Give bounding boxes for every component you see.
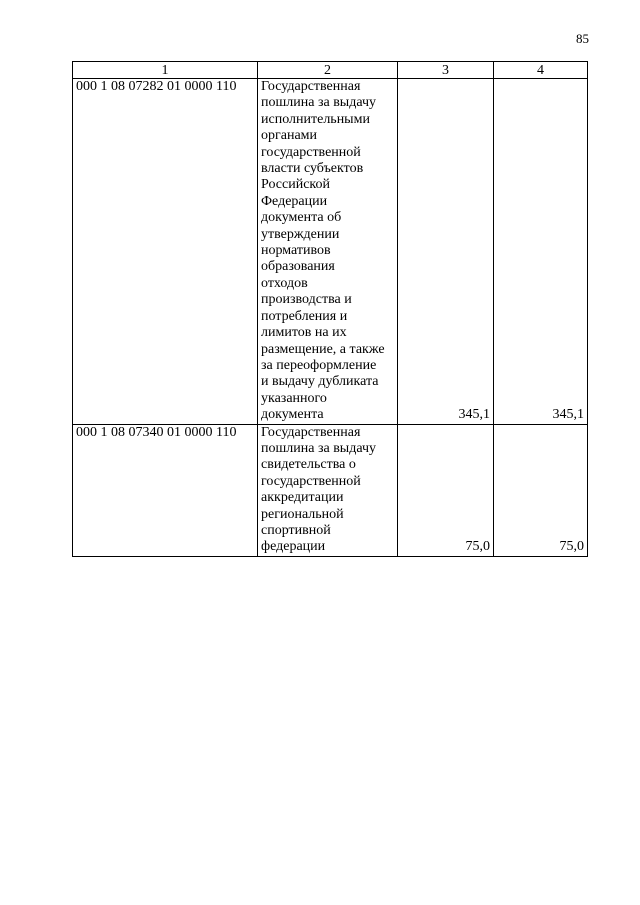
amount-col4-cell: 75,0: [494, 424, 588, 556]
budget-code-cell: 000 1 08 07340 01 0000 110: [73, 424, 258, 556]
table-row: [73, 424, 588, 556]
income-name-cell: Государственная пошлина за выдачу исполнительными органами государственной власти субъектов Российской Федерации документа об утверждении нормативов образования отходов производства и потребления и лимитов на их размещение, а также за переоформление и выдачу дубликата указанного документа: [258, 79, 398, 425]
amount-col3-cell: 75,0: [398, 424, 494, 556]
budget-code-cell: 000 1 08 07282 01 0000 110: [73, 79, 258, 425]
amount-col3-cell: 345,1: [398, 79, 494, 425]
column-header-3: 3: [398, 62, 494, 79]
column-header-4: 4: [494, 62, 588, 79]
table-header-row: [73, 62, 588, 79]
page-number: 85: [576, 31, 589, 46]
budget-table: [72, 61, 588, 557]
column-header-2: 2: [258, 62, 398, 79]
table-row: [73, 79, 588, 425]
amount-col4-cell: 345,1: [494, 79, 588, 425]
column-header-1: 1: [73, 62, 258, 79]
income-name-cell: Государственная пошлина за выдачу свидетельства о государственной аккредитации региональной спортивной федерации: [258, 424, 398, 556]
